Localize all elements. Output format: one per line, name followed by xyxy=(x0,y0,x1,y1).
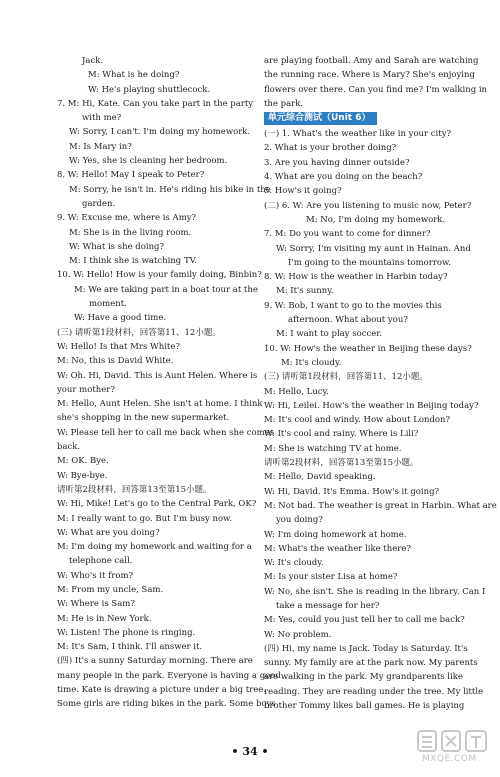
text-line: 3. Are you having dinner outside? xyxy=(264,157,410,168)
text-line: (四) It's a sunny Saturday morning. There are xyxy=(57,656,253,667)
text-line: M: It's Sam, I think. I'll answer it. xyxy=(57,642,203,653)
text-line: (三) 请听第1段材料，回答第11、12小题。 xyxy=(264,372,428,383)
text-line: (二) 6. W: Are you listening to music now, Peter? xyxy=(264,200,472,211)
text-line: 4. What are you doing on the beach? xyxy=(264,172,423,183)
text-line: M: Is Mary in? xyxy=(69,141,132,152)
text-line: the running race. Where is Mary? She's enjoying xyxy=(264,70,475,81)
text-line: W: Please tell her to call me back when she comes xyxy=(57,427,275,438)
text-line: are playing football. Amy and Sarah are watching xyxy=(264,56,479,66)
text-line: back. xyxy=(57,442,81,453)
section-heading-row xyxy=(264,111,458,127)
text-line: W: Yes, she is cleaning her bedroom. xyxy=(69,156,228,167)
text-line: W: Sorry, I'm visiting my aunt in Hainan. And xyxy=(276,243,471,254)
text-line: 请听第2段材料，回答第13至第15小题。 xyxy=(264,458,419,469)
text-line: M: I think she is watching TV. xyxy=(69,256,197,267)
text-line: W: It's cool and rainy. Where is Lili? xyxy=(264,429,419,440)
text-line: 9. W: Excuse me, where is Amy? xyxy=(57,213,197,224)
text-line: M: No, this is David White. xyxy=(57,356,174,367)
text-line: (一) 1. What's the weather like in your city? xyxy=(264,129,452,140)
text-line: take a message for her? xyxy=(276,600,380,611)
text-line: I'm going to the mountains tomorrow. xyxy=(288,257,451,268)
text-line: M: She is in the living room. xyxy=(69,227,192,238)
right-column xyxy=(264,54,497,744)
text-line: she's shopping in the new supermarket. xyxy=(57,413,230,424)
text-line: W: What are you doing? xyxy=(57,527,160,538)
text-line: W: No, she isn't. She is reading in the library. Can I xyxy=(264,586,486,597)
text-line: 2. What is your brother doing? xyxy=(264,143,397,154)
watermark-text: MXQE.COM xyxy=(422,754,477,764)
text-line: M: No, I'm doing my homework. xyxy=(306,214,446,225)
text-line: W: Hello! Is that Mrs White? xyxy=(57,341,180,352)
text-line: W: Where is Sam? xyxy=(57,599,135,610)
text-line: M: It's sunny. xyxy=(276,286,334,297)
text-line: flowers over there. Can you find me? I'm walking in xyxy=(264,84,488,95)
text-line: W: Sorry, I can't. I'm doing my homework. xyxy=(69,127,251,138)
text-line: Jack. xyxy=(82,56,104,66)
text-line: W: I'm doing homework at home. xyxy=(264,529,407,540)
text-line: W: Listen! The phone is ringing. xyxy=(57,627,196,638)
text-line: (四) Hi, my name is Jack. Today is Saturday. It's xyxy=(264,643,468,654)
text-line: M: Hello, David speaking. xyxy=(264,472,376,483)
text-line: garden. xyxy=(82,198,116,209)
text-line: brother Tommy likes ball games. He is playing xyxy=(264,701,465,712)
text-line: M: He is in New York. xyxy=(57,613,152,624)
text-line: (三) 请听第1段材料，回答第11、12小题。 xyxy=(57,327,221,338)
text-line: 8. W: How is the weather in Harbin today? xyxy=(264,272,448,283)
left-column xyxy=(57,54,281,744)
text-line: afternoon. What about you? xyxy=(288,315,408,326)
text-line: 7. M: Do you want to come for dinner? xyxy=(264,229,431,240)
text-line: W: No problem. xyxy=(264,629,332,640)
text-line: M: Hello, Aunt Helen. She isn't at home. I think xyxy=(57,399,263,410)
text-line: M: We are taking part in a boat tour at the xyxy=(74,284,258,295)
text-line: W: Hi, Mike! Let's go to the Central Park, OK? xyxy=(57,499,257,510)
text-line: W: What is she doing? xyxy=(69,241,165,252)
text-line: moment. xyxy=(89,299,127,310)
page-number: • 34 • xyxy=(231,745,269,758)
text-line: M: What's the weather like there? xyxy=(264,543,411,554)
text-line: many people in the park. Everyone is having a good xyxy=(57,670,281,681)
right-column-test-script xyxy=(264,127,497,713)
text-line: M: Yes, could you just tell her to call me back? xyxy=(264,615,465,626)
text-line: sunny. My family are at the park now. My parents xyxy=(264,658,478,669)
watermark-logo xyxy=(416,728,490,770)
text-line: M: It's cool and windy. How about London? xyxy=(264,415,451,426)
text-line: M: I want to play soccer. xyxy=(276,329,383,340)
text-line: reading. They are reading under the tree. My little xyxy=(264,686,484,697)
text-line: W: Who's it from? xyxy=(57,570,134,581)
text-line: with me? xyxy=(82,113,122,124)
text-line: M: I really want to go. But I'm busy now. xyxy=(57,513,233,524)
text-line: M: What is he doing? xyxy=(88,70,180,81)
right-column-continuation xyxy=(264,54,488,111)
text-line: M: Not bad. The weather is great in Harbin. What are xyxy=(264,500,497,511)
text-line: W: Hi, David. It's Emma. How's it going? xyxy=(264,486,440,497)
watermark-glyph-icon xyxy=(416,728,490,754)
text-line: you doing? xyxy=(276,515,323,526)
text-line: W: Have a good time. xyxy=(74,313,167,324)
text-line: your mother? xyxy=(57,384,115,395)
text-line: M: Hello, Lucy. xyxy=(264,386,329,397)
text-line: 10. W: Hello! How is your family doing, Binbin? xyxy=(57,270,262,281)
text-line: time. Kate is drawing a picture under a big tree. xyxy=(57,685,267,696)
text-line: telephone call. xyxy=(69,556,133,567)
text-line: 7. M: Hi, Kate. Can you take part in the party xyxy=(57,98,254,109)
text-line: M: From my uncle, Sam. xyxy=(57,584,164,595)
text-line: are walking in the park. My grandparents like xyxy=(264,672,463,683)
text-line: M: I'm doing my homework and waiting for a xyxy=(57,542,252,553)
text-line: W: Oh. Hi, David. This is Aunt Helen. Where is xyxy=(57,370,258,381)
text-line: the park. xyxy=(264,98,304,109)
text-line: W: Hi, Leilei. How's the weather in Beijing today? xyxy=(264,400,479,411)
text-line: M: Sorry, he isn't in. He's riding his bike in the xyxy=(69,184,271,195)
text-line: Some girls are riding bikes in the park. Some boys xyxy=(57,699,276,710)
text-line: W: Bye-bye. xyxy=(57,470,108,481)
text-line: W: He's playing shuttlecock. xyxy=(88,84,211,95)
text-line: M: Is your sister Lisa at home? xyxy=(264,572,398,583)
text-line: 10. W: How's the weather in Beijing these days? xyxy=(264,343,472,354)
text-line: 8. W: Hello! May I speak to Peter? xyxy=(57,170,205,181)
text-line: M: OK. Bye. xyxy=(57,456,109,467)
text-line: 请听第2段材料，回答第13至第15小题。 xyxy=(57,484,212,495)
text-line: 9. W: Bob, I want to go to the movies this xyxy=(264,300,442,311)
text-line: 5. How's it going? xyxy=(264,186,342,197)
section-heading: 单元综合测试（Unit 6） xyxy=(264,112,377,125)
text-line: M: She is watching TV at home. xyxy=(264,443,402,454)
text-line: W: It's cloudy. xyxy=(264,558,324,569)
text-line: M: It's cloudy. xyxy=(281,357,342,368)
